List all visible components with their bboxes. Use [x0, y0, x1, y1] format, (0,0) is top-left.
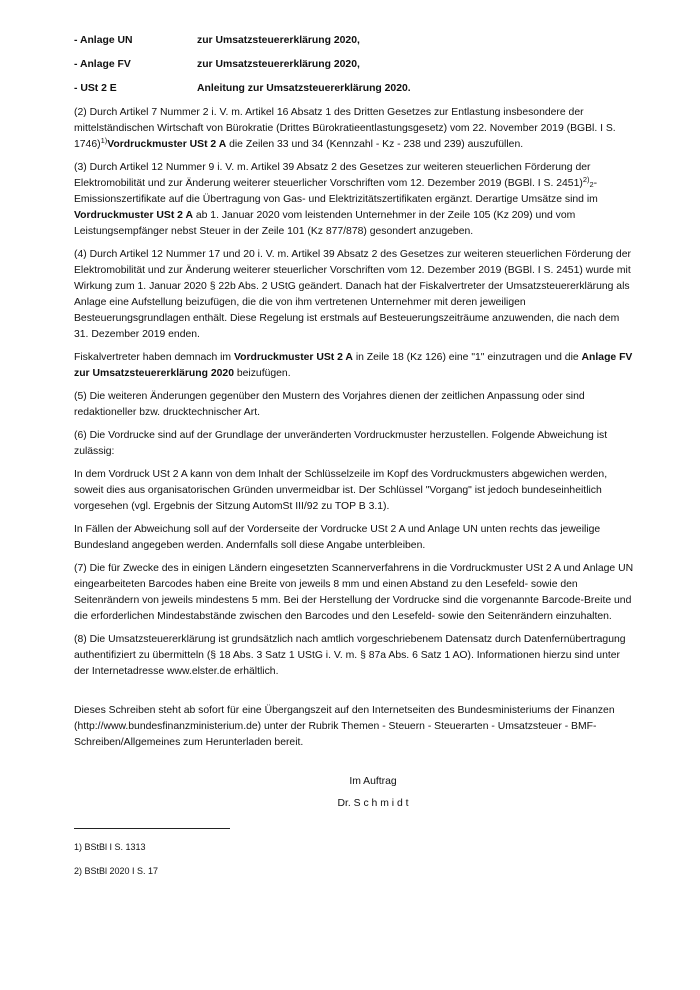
p3-text-end: ab 1. Januar 2020 vom leistenden Unternehmer in der Zeile 105 (Kz 209) und vom Leistungsempfänger nebst Steuer in der Zeile 101 (Kz 877/878) gesondert anzugeben. [74, 210, 576, 237]
paragraph-5: (5) Die weiteren Änderungen gegenüber den Mustern des Vorjahres dienen der zeitlichen Anpassung oder sind redaktioneller bzw. drucktechnischer Art. [74, 391, 585, 418]
spacer [74, 758, 634, 774]
p3-bold: Vordruckmuster USt 2 A [74, 210, 193, 221]
p4b-text: Fiskalvertreter haben demnach im [74, 352, 234, 363]
p2-bold: Vordruckmuster USt 2 A [107, 139, 227, 150]
p3-text: (3) Durch Artikel 12 Nummer 9 i. V. m. Artikel 39 Absatz 2 des Gesetzes zur weiteren steuerlichen Förderung der Elektromobilität und zur Änderung weiterer steuerlicher Vorschriften vom 12. Dezember 2019 (BGBl. I S. 2451) [74, 162, 591, 189]
anlage-key: - USt 2 E [74, 83, 117, 94]
document-page [74, 33, 634, 879]
paragraph-8: (8) Die Umsatzsteuererklärung ist grundsätzlich nach amtlich vorgeschriebenem Datensatz durch Datenfernübertragung authentifiziert zu übermitteln (§ 18 Abs. 3 Satz 1 UStG i. V. m. § 87a Abs. 6 Satz 1 AO). Informationen hierzu sind unter der Internetadresse www.elster.de erhältlich. [74, 634, 626, 677]
footnote-ref-1: 1) [100, 136, 108, 145]
anlage-value: zur Umsatzsteuererklärung 2020, [197, 35, 360, 46]
footnote-1: 1) BStBl I S. 1313 [74, 842, 146, 852]
paragraph-6: (6) Die Vordrucke sind auf der Grundlage der unveränderten Vordruckmuster herzustellen. Folgende Abweichung ist zulässig: [74, 430, 608, 457]
p4b-bold-1: Vordruckmuster USt 2 A [233, 352, 353, 363]
footnote-divider [74, 828, 230, 829]
spacer [74, 687, 634, 703]
anlage-item [74, 33, 634, 57]
footnote-2: 2) BStBl 2020 I S. 17 [74, 866, 159, 876]
paragraph-4: (4) Durch Artikel 12 Nummer 17 und 20 i. V. m. Artikel 39 Absatz 2 des Gesetzes zur weiteren steuerlichen Förderung der Elektromobilität und zur Änderung weiterer steuerlicher Vorschriften vom 12. Dezember 2019 (BGBl. I S. 2451) wurde mit Wirkung zum 1. Januar 2020 § 22b Abs. 2 UStG geändert. Danach hat der Fiskalvertreter der Umsatzsteuererklärung als Anlage eine Aufstellung beizufügen, die die von ihm vertretenen Unternehmer mit deren jeweiligen Besteuerungsgrundlagen enthält. Diese Regelung ist erstmals auf Besteuerungszeiträume anzuwenden, die nach dem 31. Dezember 2019 enden. [74, 249, 631, 340]
closing-paragraph: Dieses Schreiben steht ab sofort für eine Übergangszeit auf den Internetseiten des Bundesministeriums der Finanzen (http://www.bundesfinanzministerium.de) unter der Rubrik Themen - Steuern - Steuerarten - Umsatzsteuer - BMF-Schreiben/Allgemeines zum Herunterladen bereit. [74, 705, 615, 748]
p4b-bold-2: Anlage FV zur Umsatzsteuererklärung 2020 [74, 352, 633, 379]
paragraph-7: (7) Die für Zwecke des in einigen Ländern eingesetzten Scannerverfahrens in die Vordruckmuster USt 2 A und Anlage UN eingearbeiteten Barcodes haben eine Breite von jeweils 8 mm und einen Abstand zu den Lesefeld- sowie den Seitenrändern von jeweils mindestens 5 mm. Bei der Herstellung der Vordrucke sind die vorgenannte Barcode-Breite und die erforderlichen Mindestabstände zwischen den Barcodes und den Lesefeld- sowie den Seitenrändern einzuhalten. [74, 563, 634, 622]
p4b-text-mid: in Zeile 18 (Kz 126) eine "1" einzutragen und die [352, 352, 582, 363]
paragraph-4b [74, 350, 634, 382]
anlage-key: - Anlage FV [74, 59, 131, 70]
anlage-value: zur Umsatzsteuererklärung 2020, [197, 59, 360, 70]
p3-subscript: 2 [589, 180, 594, 189]
p2-text-end: die Zeilen 33 und 34 (Kennzahl - Kz - 238 und 239) auszufüllen. [226, 139, 524, 150]
paragraph-2 [74, 105, 634, 153]
p4b-text-end: beizufügen. [233, 368, 291, 379]
paragraph-3 [74, 160, 634, 240]
anlage-key: - Anlage UN [74, 35, 133, 46]
paragraph-6c: In Fällen der Abweichung soll auf der Vorderseite der Vordrucke USt 2 A und Anlage UN unten rechts das jeweilige Bundesland angegeben werden. Andernfalls soll diese Angabe unterbleiben. [74, 524, 601, 551]
p3-text-mid: -Emissionszertifikate auf die Übertragung von Gas- und Elektrizitätszertifikaten ergänzt. Derartige Umsätze sind im [74, 178, 598, 205]
anlagen-list [74, 33, 634, 105]
signature-im-auftrag: Im Auftrag [349, 776, 397, 787]
anlage-value: Anleitung zur Umsatzsteuererklärung 2020. [197, 83, 411, 94]
signature-name: Dr. S c h m i d t [337, 798, 409, 809]
anlage-item [74, 81, 634, 105]
paragraph-6b: In dem Vordruck USt 2 A kann von dem Inhalt der Schlüsselzeile im Kopf des Vordruckmusters abgewichen werden, soweit dies aus organisatorischen Gründen unvermeidbar ist. Der Schlüssel "Vorgang" ist jedoch bundeseinheitlich vorgesehen (vgl. Ergebnis der Sitzung AutomSt III/92 zu TOP B 3.1). [74, 469, 608, 512]
p2-text: (2) Durch Artikel 7 Nummer 2 i. V. m. Artikel 16 Absatz 1 des Dritten Gesetzes zur Entlastung insbesondere der mittelständischen Wirtschaft von Bürokratie (Drittes Bürokratieentlastungsgesetz) vom 22. November 2019 (BGBl. I S. 1746) [74, 107, 616, 150]
footnote-ref-2: 2) [582, 175, 590, 184]
anlage-item [74, 57, 634, 81]
